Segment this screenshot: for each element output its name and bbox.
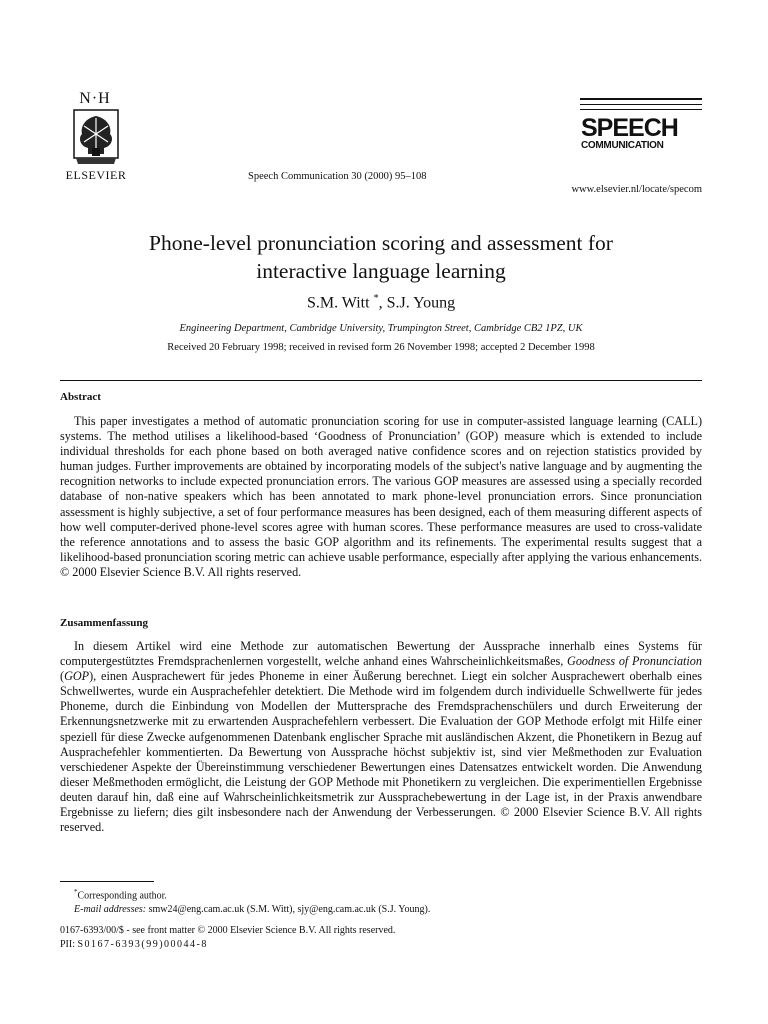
- zusammenfassung-text: [60, 639, 702, 835]
- journal-reference: Speech Communication 30 (2000) 95–108: [248, 171, 427, 182]
- footnote-corresponding: [60, 885, 702, 903]
- journal-url[interactable]: www.elsevier.nl/locate/specom: [571, 184, 702, 195]
- author-witt: S.M. Witt: [306, 294, 370, 312]
- title-line-1: Phone-level pronunciation scoring and assessment for: [149, 231, 613, 255]
- pii-line: [60, 938, 395, 952]
- article-authors: [60, 293, 702, 312]
- zusammenfassung-heading: Zusammenfassung: [60, 617, 149, 629]
- journal-logo: [580, 98, 702, 152]
- pii-value: S0167-6393(99)00044-8: [77, 939, 208, 950]
- footnote-emails: [60, 903, 702, 917]
- zusammenfassung-text-part1: In diesem Artikel wird eine Methode zur automatischen Bewertung der Aussprache innerhalb eines Systems für computergestütztes Fremdsprachenlernen vorgestellt, welche anhand eines Wahrscheinlichkeitsmaßes,: [60, 639, 702, 669]
- logo-rule-mid: [580, 104, 702, 105]
- publisher-name: ELSEVIER: [65, 168, 127, 182]
- logo-rule-top: [580, 98, 702, 100]
- article-dates: Received 20 February 1998; received in revised form 26 November 1998; accepted 2 December 1998: [167, 342, 595, 353]
- journal-logo-line2: COMMUNICATION: [581, 140, 664, 151]
- pii-label: PII:: [60, 939, 75, 950]
- email-label: E-mail addresses:: [74, 904, 147, 916]
- footnote-mark: *: [74, 888, 78, 896]
- email-addresses[interactable]: smw24@eng.cam.ac.uk (S.M. Witt), sjy@eng.cam.ac.uk (S.J. Young).: [146, 904, 431, 916]
- front-matter-block: [60, 924, 395, 952]
- elsevier-tree-icon: [70, 108, 122, 166]
- footnote-corresponding-text: Corresponding author.: [77, 890, 167, 902]
- zusammenfassung-italic-gop: GOP: [64, 669, 90, 684]
- front-matter-line: 0167-6393/00/$ - see front matter © 2000 Elsevier Science B.V. All rights reserved.: [60, 925, 396, 936]
- author-separator: ,: [378, 294, 387, 312]
- zusammenfassung-text-part2: (: [60, 669, 65, 684]
- logo-rule-low: [580, 109, 702, 110]
- publisher-logo: [62, 92, 130, 183]
- article-title: [60, 229, 702, 285]
- abstract-heading: Abstract: [60, 391, 101, 403]
- author-young: S.J. Young: [386, 294, 456, 312]
- zusammenfassung-text-part3: ), einen Ausprachewert für jedes Phoneme in einer Äußerung berechnet. Liegt ein solcher Ausprachewert oberhalb eines Schwellwertes, wurde ein Ausprachefehler detektiert. Die Methode wird im folgendem durch individuelle Schwellwerte für jedes Phoneme, durch die Einbindung von Modellen der Muttersprache des Fremdsprachenschülers und durch Erweiterung der Erkennungsnetzwerke mit zu erwartenden Ausprachefehlern verbessert. Die Evaluation der GOP Methode erfolgt mit Hilfe einer speziell für diese Zwecke aufgenommenen Datenbank englischer Sprache mit ausländischen Akzent, die Phonetikern in Bezug auf Ausprachefehler kommentierten. Da Bewertung von Aussprache höchst subjektiv ist, sind vier Meßmethoden zur Evaluation verschiedener Aspekte der Übereinstimmung verschiedener Bewertungen eines Datensatzes entwickelt worden. Die Anwendung dieser Meßmethoden ermöglicht, die Leistung der GOP Methode mit Phonetikern zu vergleichen. Die experimentiellen Ergebnisse deuten darauf hin, daß eine auf Wahrscheinlichkeitsmetrik zur Aussprachebewertung in der Lage ist, in der Praxis anwendbare Ergebnisse zu liefern; dies gilt insbesondere nach der Anwendung der Verbesserungen. © 2000 Elsevier Science B.V. All rights reserved.: [60, 669, 702, 835]
- author-affiliation: Engineering Department, Cambridge University, Trumpington Street, Cambridge CB2 1PZ, UK: [179, 323, 583, 334]
- abstract-text: This paper investigates a method of automatic pronunciation scoring for use in computer-assisted language learning (CALL) systems. The method utilises a likelihood-based ‘Goodness of Pronunciation’ (GOP) measure which is extended to include individual thresholds for each phone based on both averaged native confidence scores and on rejection statistics provided by human judges. Further improvements are obtained by incorporating models of the subject's native language and by augmenting the recognition networks to include expected pronunciation errors. The various GOP measures are assessed using a specially recorded database of non-native speakers which has been annotated to mark phone-level pronunciation errors. Since pronunciation assessment is highly subjective, a set of four performance measures has been designed, each of them measuring different aspects of how well computer-derived phone-level scores agree with human scores. These performance measures are used to cross-validate the reference annotations and to assess the basic GOP algorithm and its refinements. The experimental results suggest that a likelihood-based pronunciation scoring metric can achieve usable performance, especially after applying the various enhancements. © 2000 Elsevier Science B.V. All rights reserved.: [60, 414, 702, 579]
- footnote-block: [60, 885, 702, 917]
- journal-logo-line1: SPEECH: [581, 114, 678, 142]
- footnote-rule: [60, 881, 154, 882]
- title-line-2: interactive language learning: [256, 259, 506, 283]
- corresponding-author-mark[interactable]: *: [373, 293, 379, 304]
- publisher-mark: N·H: [79, 90, 111, 107]
- abstract-top-rule: [60, 380, 702, 381]
- zusammenfassung-italic-gop-term: Goodness of Pronunciation: [567, 654, 702, 669]
